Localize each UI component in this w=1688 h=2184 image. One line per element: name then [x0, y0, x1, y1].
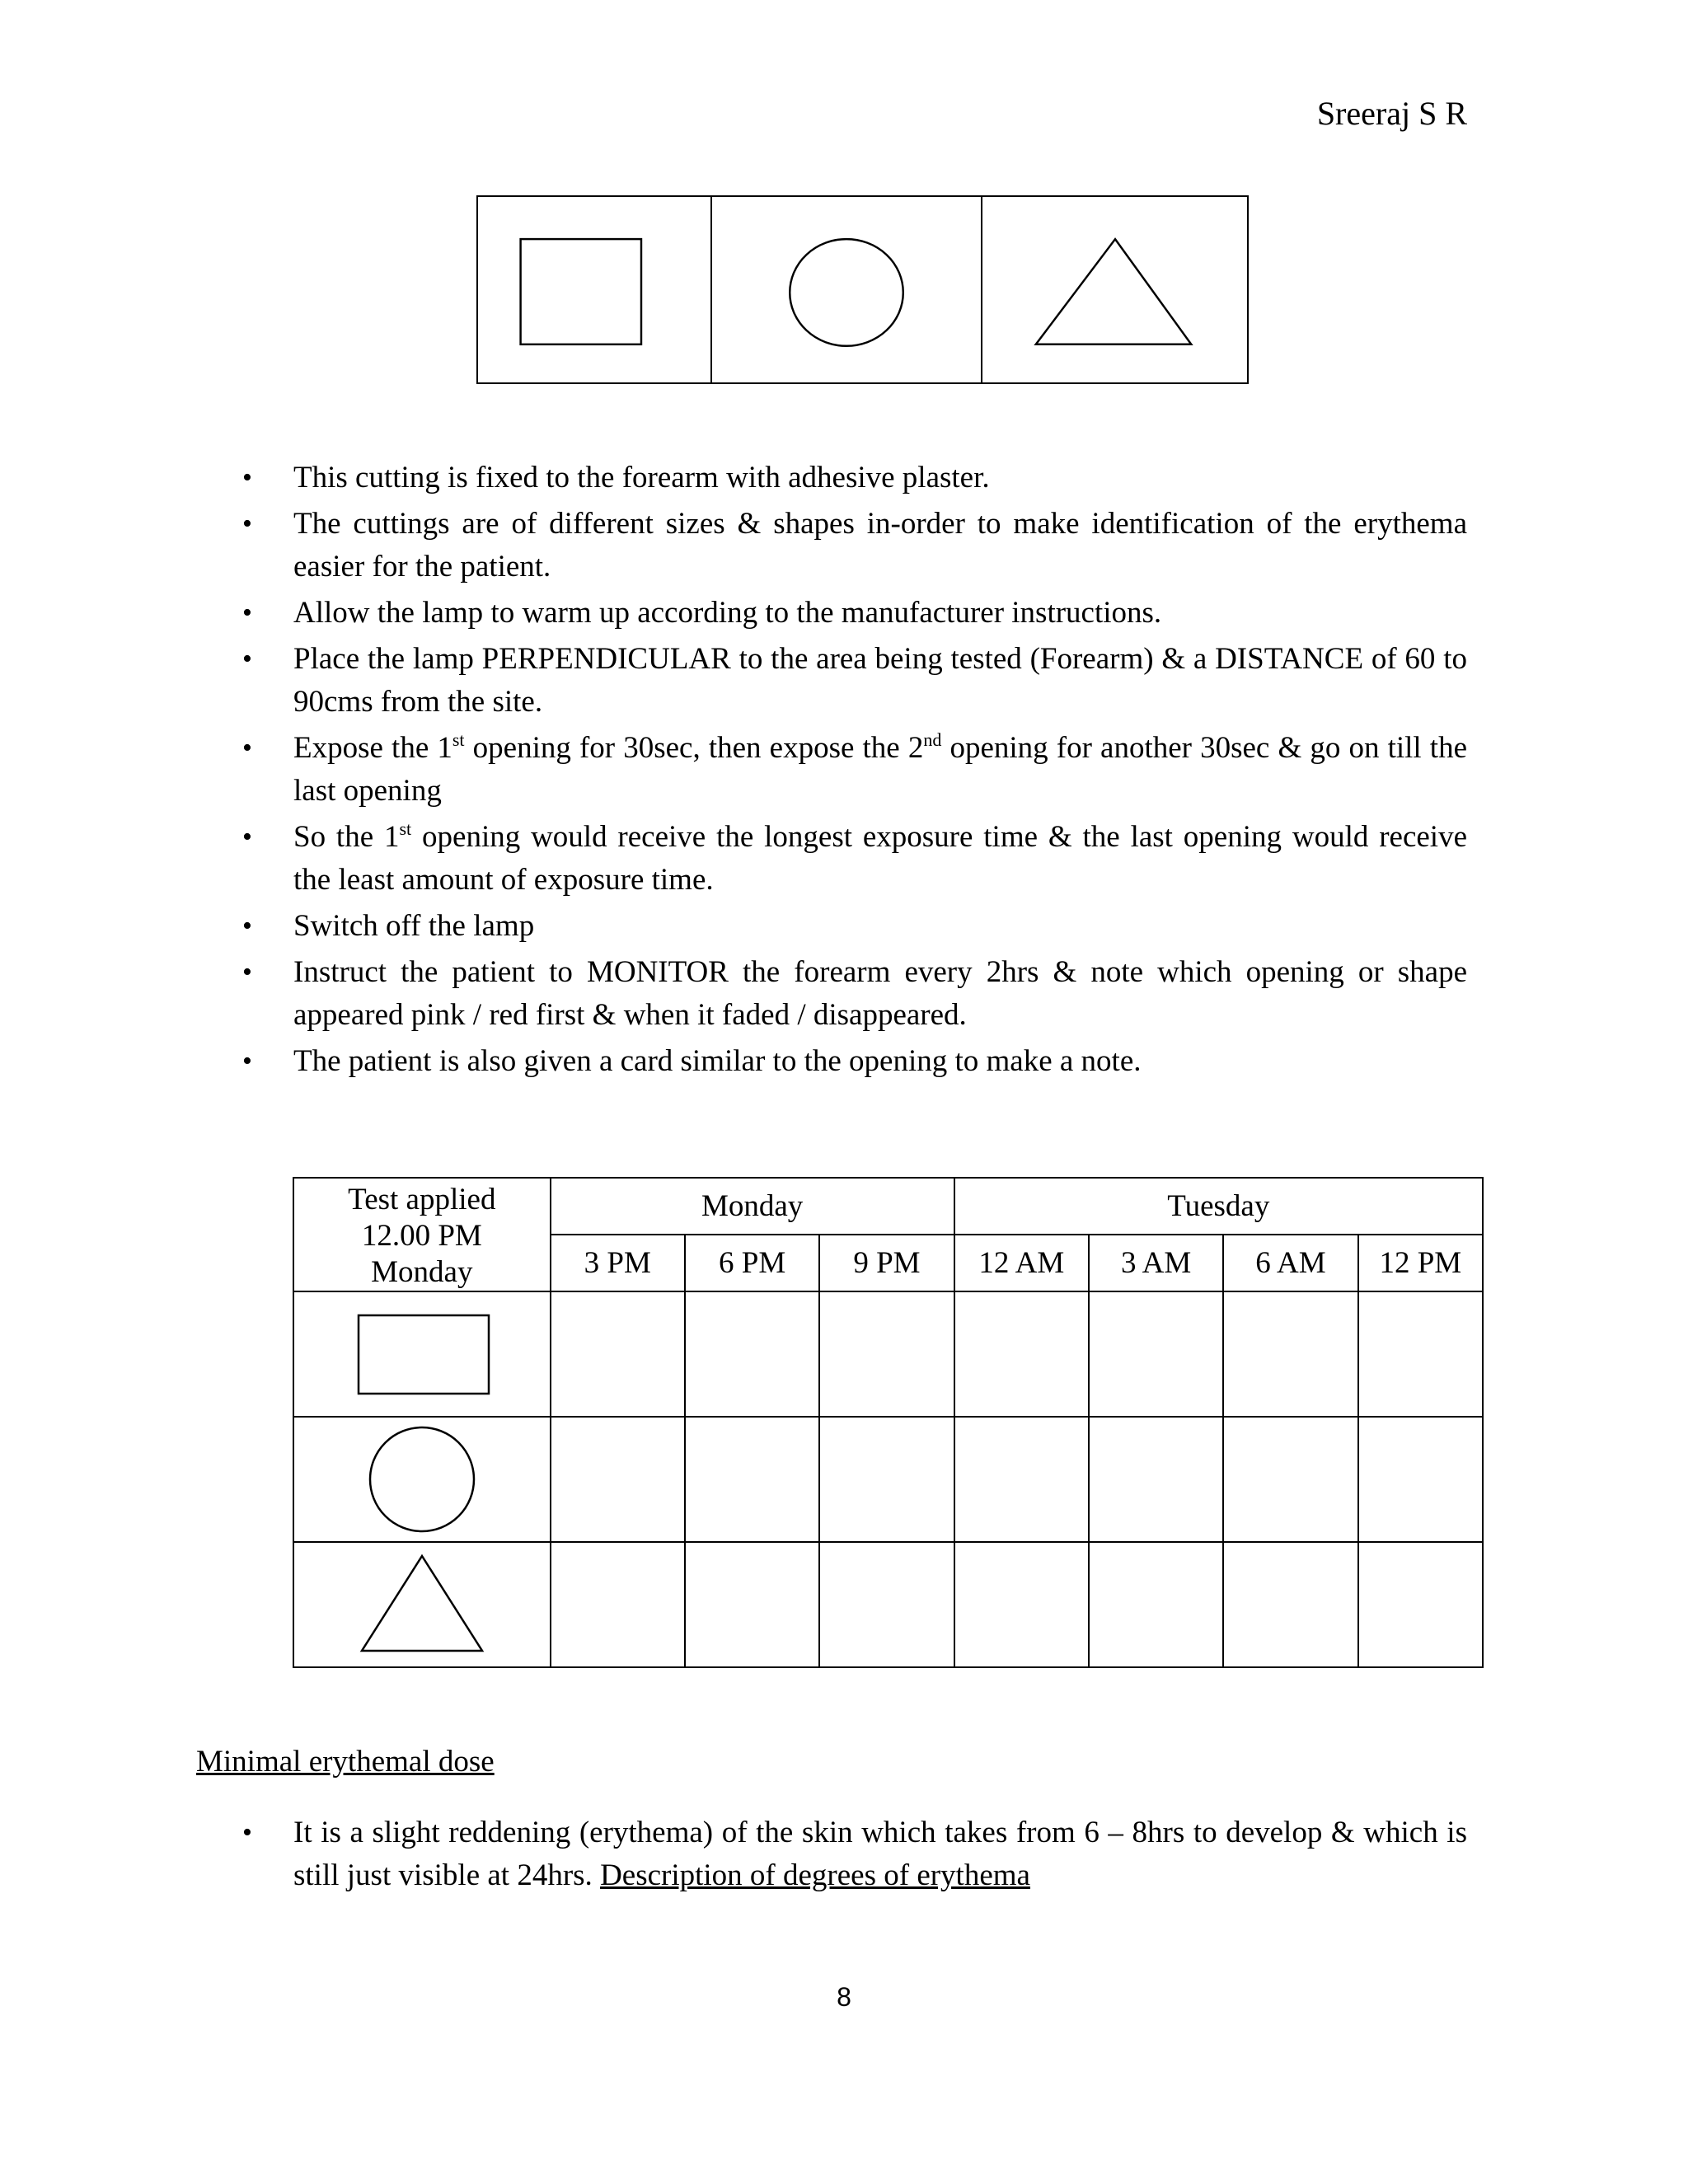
shape-cell [293, 1417, 551, 1542]
list-item: • It is a slight reddening (erythema) of the skin which takes from 6 – 8hrs to develop & which is still just visible at 24hrs. Description of degrees of erythema [293, 1811, 1467, 1897]
section-bullets [293, 1811, 1467, 1900]
table-cell[interactable] [954, 1417, 1089, 1542]
time-header: 9 PM [819, 1235, 954, 1291]
subheading-link: Description of degrees of erythema [600, 1858, 1030, 1892]
table-cell[interactable] [954, 1542, 1089, 1667]
day-header-tuesday: Tuesday [954, 1178, 1483, 1235]
rectangle-icon [352, 1309, 492, 1399]
table-cell[interactable] [819, 1542, 954, 1667]
list-item: • Switch off the lamp [293, 905, 1467, 948]
table-cell[interactable] [1223, 1542, 1357, 1667]
table-cell[interactable] [1089, 1291, 1223, 1417]
table-cell[interactable] [1223, 1291, 1357, 1417]
table-cell[interactable] [1089, 1417, 1223, 1542]
table-cell[interactable] [1358, 1417, 1483, 1542]
circle-icon [712, 197, 981, 382]
time-header: 6 PM [685, 1235, 819, 1291]
table-row [293, 1417, 1483, 1542]
erythema-monitoring-table [293, 1177, 1484, 1668]
author-name: Sreeraj S R [1316, 95, 1467, 132]
square-icon [478, 197, 710, 382]
table-cell[interactable] [819, 1417, 954, 1542]
shape-cell [293, 1291, 551, 1417]
shape-cell [293, 1542, 551, 1667]
shape-cutting-strip [476, 195, 1249, 384]
procedure-steps [293, 457, 1467, 1086]
list-item: • Instruct the patient to MONITOR the forearm every 2hrs & note which opening or shape appeared pink / red first & when it faded / disappeared. [293, 951, 1467, 1037]
table-row [293, 1542, 1483, 1667]
test-applied-header: Test applied 12.00 PM Monday [293, 1178, 551, 1291]
shape-cell-square [478, 197, 710, 382]
triangle-icon [356, 1551, 488, 1658]
shape-cell-triangle [981, 197, 1247, 382]
table-cell[interactable] [819, 1291, 954, 1417]
table-cell[interactable] [685, 1417, 819, 1542]
list-item: • The patient is also given a card similar to the opening to make a note. [293, 1040, 1467, 1083]
table-cell[interactable] [1223, 1417, 1357, 1542]
time-header: 12 AM [954, 1235, 1089, 1291]
table-cell[interactable] [954, 1291, 1089, 1417]
section-heading: Minimal erythemal dose [196, 1745, 495, 1779]
table-cell[interactable] [551, 1417, 685, 1542]
triangle-icon [982, 197, 1247, 382]
shape-cell-circle [710, 197, 981, 382]
table-cell[interactable] [685, 1291, 819, 1417]
table-cell[interactable] [551, 1542, 685, 1667]
page-number: 8 [837, 1982, 851, 2012]
table-cell[interactable] [1358, 1542, 1483, 1667]
time-header: 3 AM [1089, 1235, 1223, 1291]
time-header: 3 PM [551, 1235, 685, 1291]
list-item: • The cuttings are of different sizes & shapes in-order to make identification of the erythema easier for the patient. [293, 503, 1467, 588]
table-cell[interactable] [1358, 1291, 1483, 1417]
list-item: • Place the lamp PERPENDICULAR to the area being tested (Forearm) & a DISTANCE of 60 to 90cms from the site. [293, 638, 1467, 724]
list-item: • Expose the 1st opening for 30sec, then expose the 2nd opening for another 30sec & go on till the last opening [293, 727, 1467, 813]
list-item: • This cutting is fixed to the forearm with adhesive plaster. [293, 457, 1467, 499]
table-cell[interactable] [685, 1542, 819, 1667]
list-item: • So the 1st opening would receive the longest exposure time & the last opening would receive the least amount of exposure time. [293, 816, 1467, 902]
time-header: 6 AM [1223, 1235, 1357, 1291]
table-row [293, 1291, 1483, 1417]
day-header-monday: Monday [551, 1178, 954, 1235]
circle-icon [364, 1422, 480, 1537]
list-item: • Allow the lamp to warm up according to the manufacturer instructions. [293, 592, 1467, 635]
time-header: 12 PM [1358, 1235, 1483, 1291]
table-cell[interactable] [1089, 1542, 1223, 1667]
table-cell[interactable] [551, 1291, 685, 1417]
